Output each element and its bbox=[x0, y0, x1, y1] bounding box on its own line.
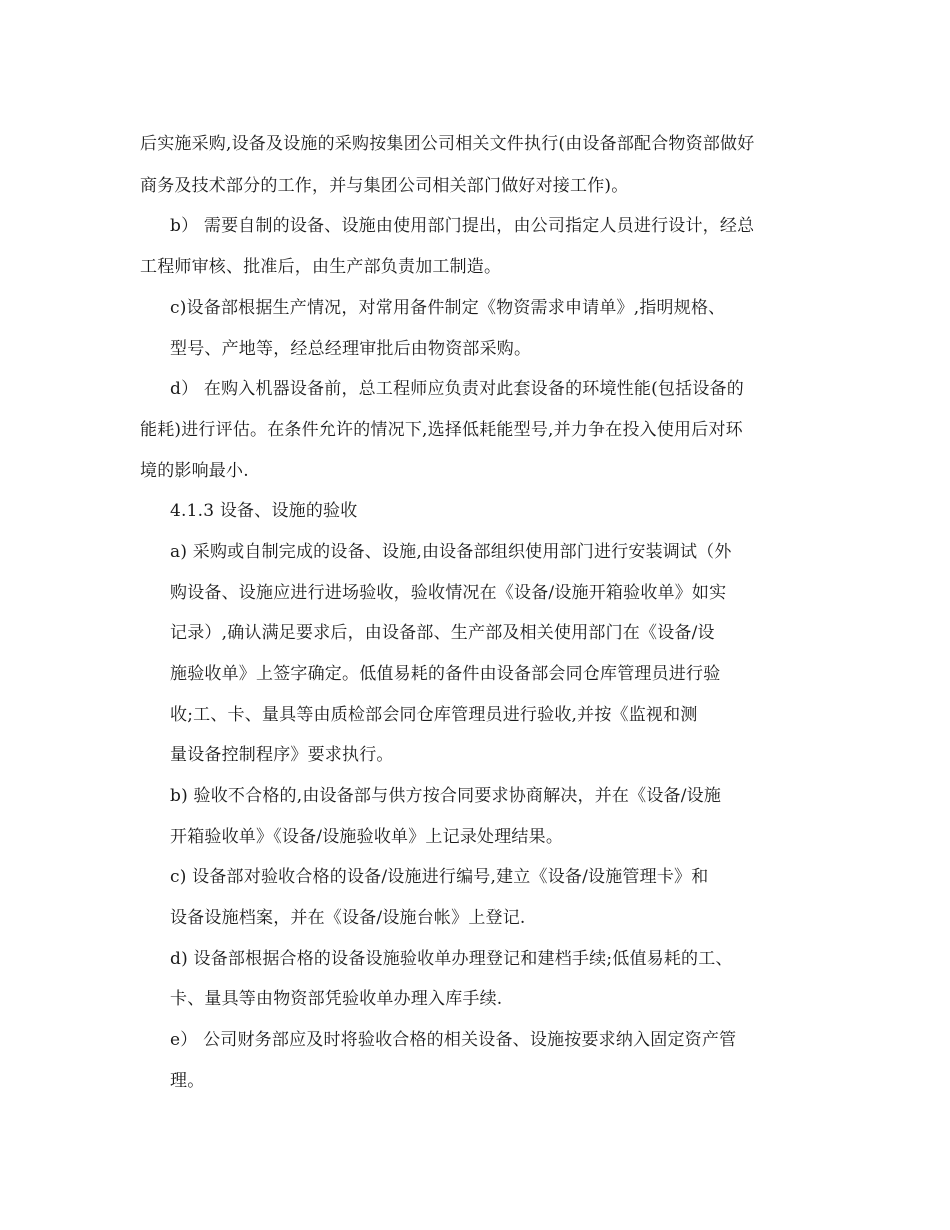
text-line: 型号、产地等，经总经理审批后由物资部采购。 bbox=[170, 339, 532, 359]
text-line: 记录）,确认满足要求后，由设备部、生产部及相关使用部门在《设备/设 bbox=[170, 623, 715, 643]
text-line: b） 需要自制的设备、设施由使用部门提出，由公司指定人员进行设计，经总 bbox=[170, 216, 755, 236]
text-line: b) 验收不合格的,由设备部与供方按合同要求协商解决，并在《设备/设施 bbox=[170, 786, 722, 806]
text-line: 卡、量具等由物资部凭验收单办理入库手续. bbox=[170, 989, 503, 1009]
text-line: 能耗)进行评估。在条件允许的情况下,选择低耗能型号,并力争在投入使用后对环 bbox=[140, 420, 743, 440]
text-line: 工程师审核、批准后，由生产部负责加工制造。 bbox=[140, 257, 502, 277]
text-line: 开箱验收单》《设备/设施验收单》上记录处理结果。 bbox=[170, 827, 564, 847]
text-line: e） 公司财务部应及时将验收合格的相关设备、设施按要求纳入固定资产管 bbox=[170, 1030, 737, 1050]
text-line: 境的影响最小. bbox=[140, 461, 249, 481]
text-line: 购设备、设施应进行进场验收，验收情况在《设备/设施开箱验收单》如实 bbox=[170, 583, 727, 603]
text-line: 设备设施档案，并在《设备/设施台帐》上登记. bbox=[170, 908, 526, 928]
text-line: 商务及技术部分的工作，并与集团公司相关部门做好对接工作)。 bbox=[140, 176, 629, 196]
text-line: 施验收单》上签字确定。低值易耗的备件由设备部会同仓库管理员进行验 bbox=[170, 664, 721, 684]
text-line: 理。 bbox=[170, 1071, 205, 1091]
text-line: 收;工、卡、量具等由质检部会同仓库管理员进行验收,并按《监视和测 bbox=[170, 705, 698, 725]
text-line: 后实施采购,设备及设施的采购按集团公司相关文件执行(由设备部配合物资部做好 bbox=[140, 134, 755, 154]
text-line: 量设备控制程序》要求执行。 bbox=[170, 745, 394, 765]
text-line: d) 设备部根据合格的设备设施验收单办理登记和建档手续;低值易耗的工、 bbox=[170, 949, 733, 969]
text-line: d） 在购入机器设备前，总工程师应负责对此套设备的环境性能(包括设备的 bbox=[170, 379, 744, 399]
text-line: c) 设备部对验收合格的设备/设施进行编号,建立《设备/设施管理卡》和 bbox=[170, 867, 709, 887]
text-line: a) 采购或自制完成的设备、设施,由设备部组织使用部门进行安装调试（外 bbox=[170, 542, 732, 562]
section-heading: 4.1.3 设备、设施的验收 bbox=[170, 501, 358, 521]
text-line: c)设备部根据生产情况，对常用备件制定《物资需求申请单》,指明规格、 bbox=[170, 298, 726, 318]
